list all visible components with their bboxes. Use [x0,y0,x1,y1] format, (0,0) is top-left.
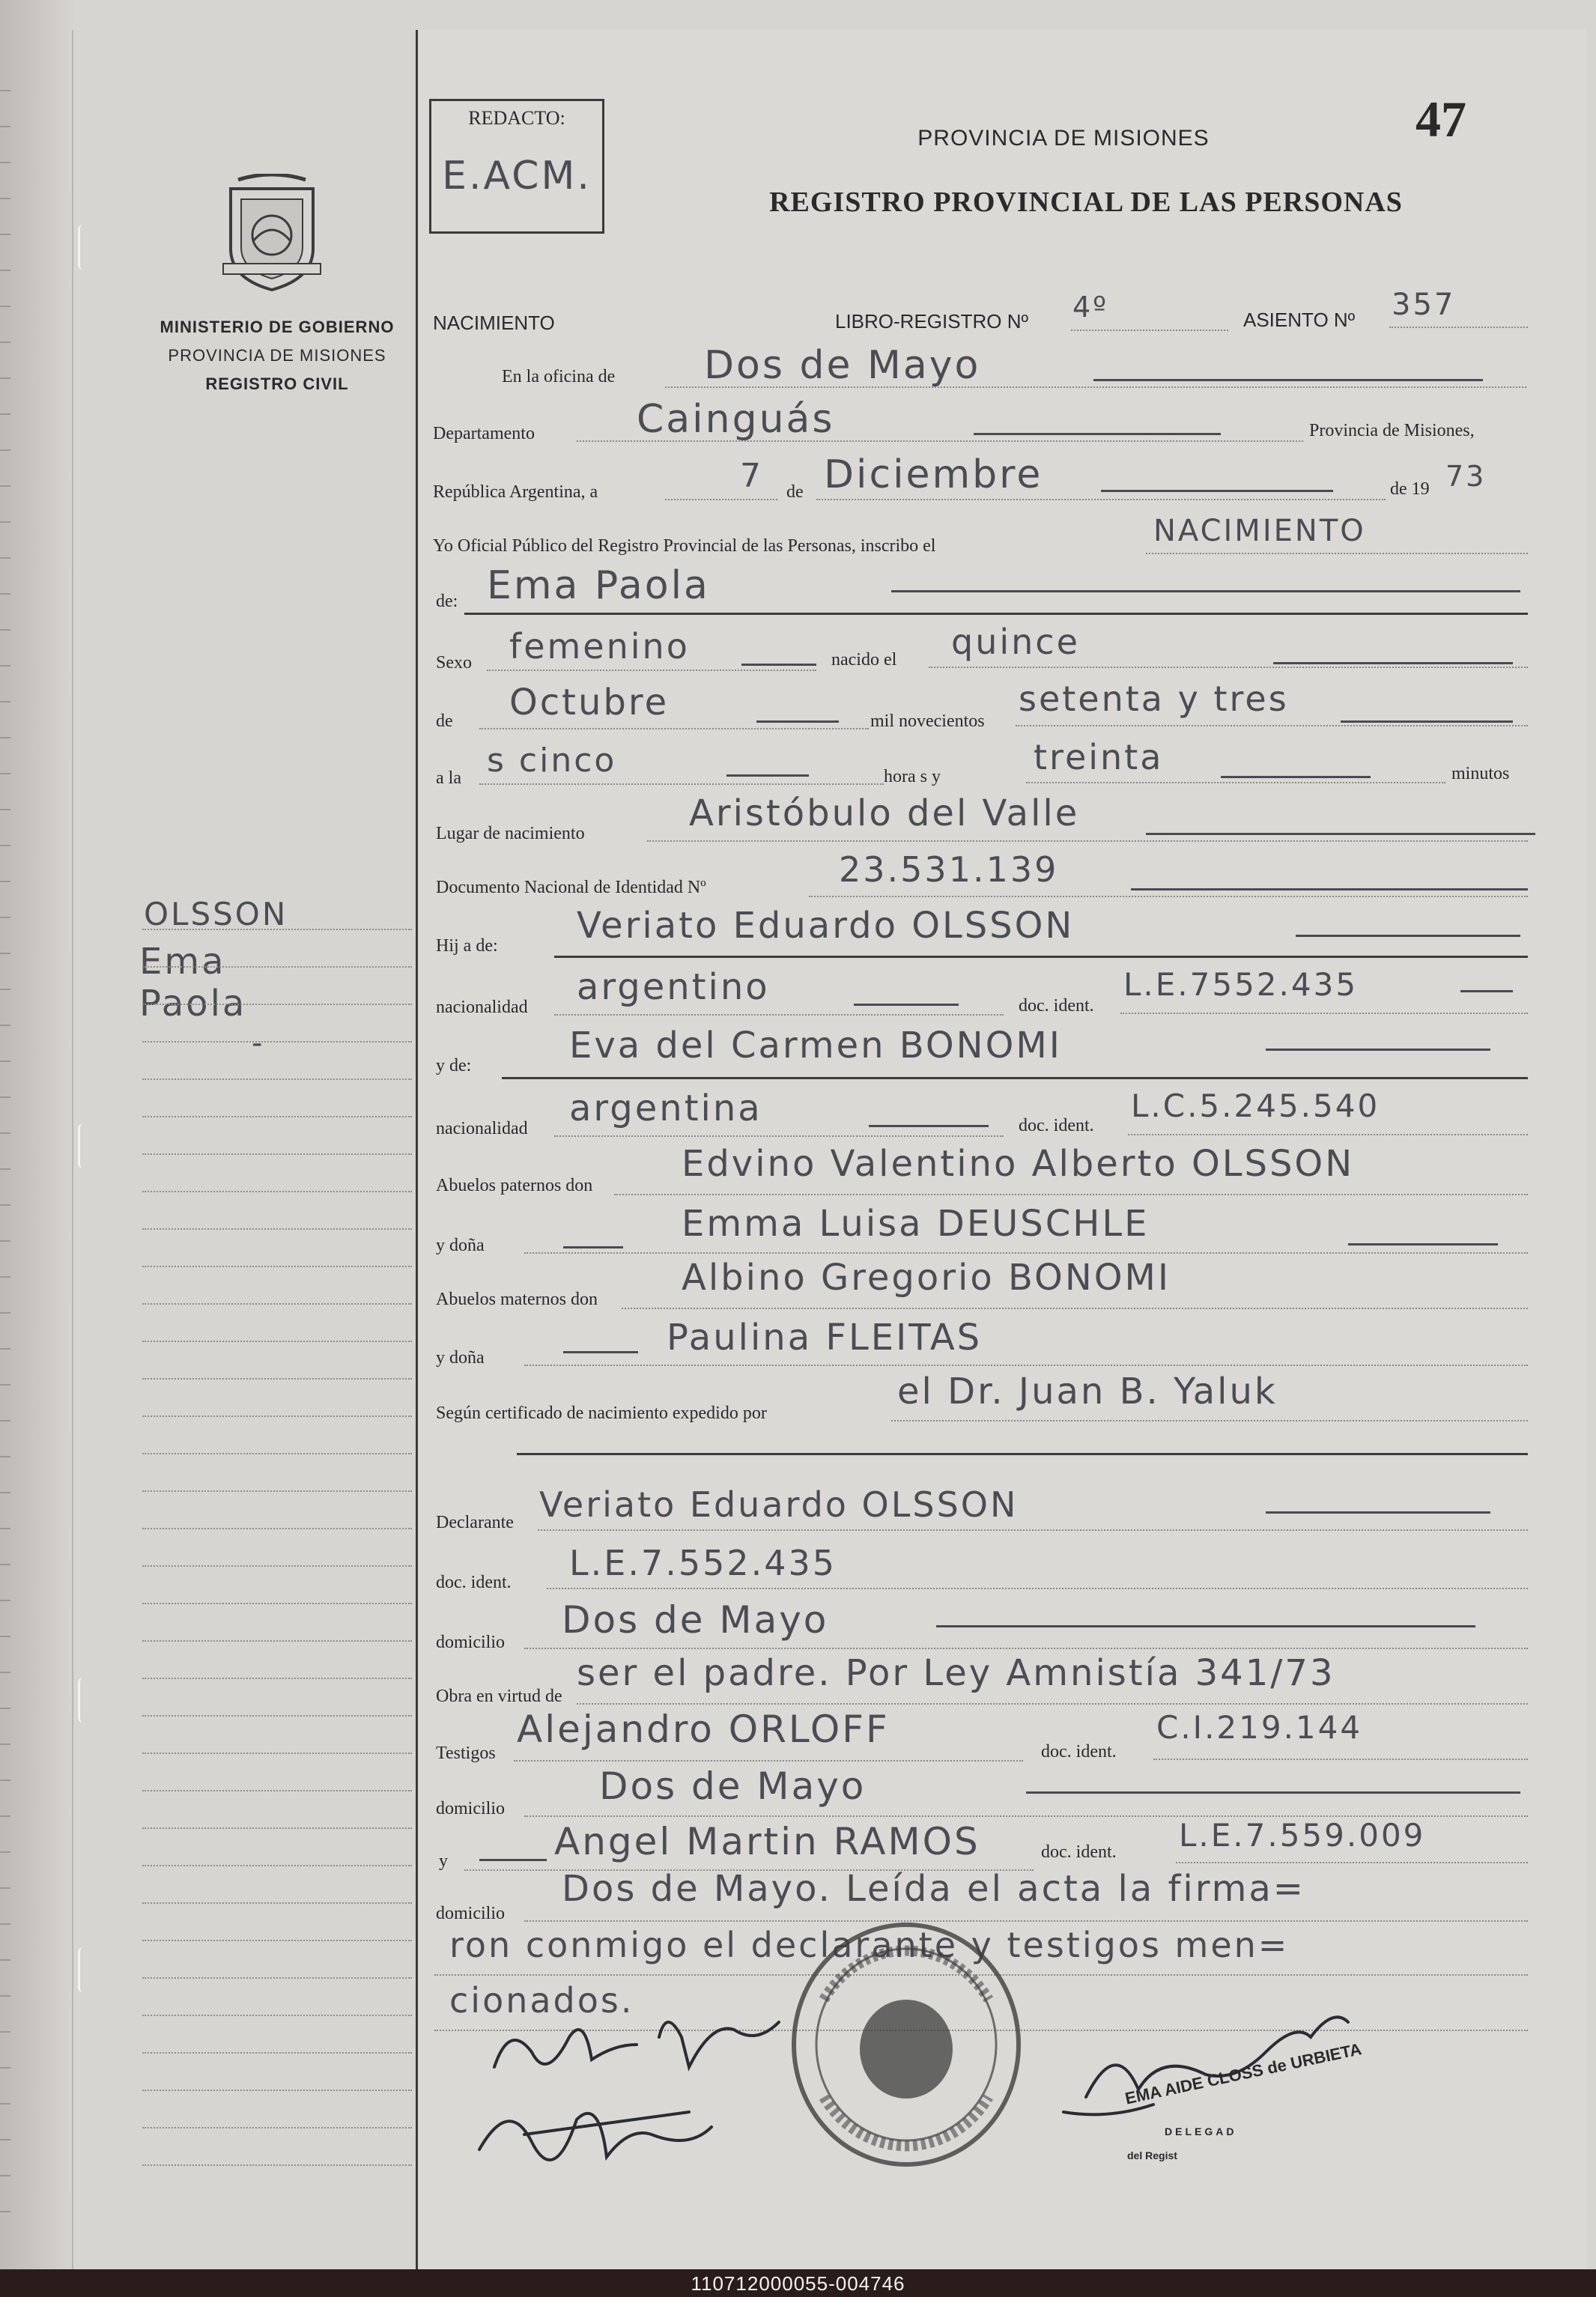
stub-tick [0,1528,10,1529]
paternal-grandfather-dots [614,1194,1528,1195]
mother-doc: L.C.5.245.540 [1131,1087,1380,1124]
certificate-label: Según certificado de nacimiento expedido por [436,1404,767,1423]
stub-tick [0,1456,10,1457]
stub-tick [0,90,10,91]
margin-ruled-line [142,1715,412,1717]
mother-doc-dots [1128,1134,1528,1135]
margin-ruled-line [142,2090,412,2091]
stub-tick [0,1600,10,1601]
stub-tick [0,1923,10,1925]
stub-edge [0,0,75,2269]
certificate-second-line [517,1453,1528,1455]
sex-dots [487,670,816,671]
name-value: Ema Paola [487,563,710,608]
department-label: Departamento [433,424,535,443]
margin-ruled-line [142,1341,412,1342]
year-label: de 19 [1390,479,1430,499]
stub-tick [0,1168,10,1170]
declarant-domicile-dots [524,1648,1528,1649]
stub-tick [0,377,10,379]
born-year-fill-dash [1341,720,1513,723]
margin-ruled-line [142,1565,412,1567]
paternal-grandmother: Emma Luisa DEUSCHLE [682,1203,1150,1245]
hour-fill-dash [726,774,809,777]
stub-tick [0,845,10,846]
act-type-label: NACIMIENTO [433,312,555,334]
stub-tick [0,1348,10,1350]
stub-tick [0,665,10,667]
sex-value: femenino [509,626,690,667]
maternal-grandmother: Paulina FLEITAS [667,1317,983,1359]
thousand-label: mil novecientos [870,711,985,731]
maternal-grandfather: Albino Gregorio BONOMI [682,1257,1171,1299]
of-label: de: [436,592,458,611]
stub-tick [0,629,10,631]
dni-dots [809,896,1528,897]
registry-title: REGISTRO PROVINCIAL DE LAS PERSONAS [769,186,1403,218]
margin-ruled-line [142,1228,412,1230]
official-title: DELEGAD [1165,2125,1237,2137]
margin-ruled-line [142,1902,412,1904]
stub-tick [0,306,10,307]
margin-ruled-line [142,1041,412,1043]
child-label: Hij a de: [436,936,498,956]
redacto-label: REDACTO: [468,107,565,129]
margin-ruled-line [142,1303,412,1305]
margin-ruled-line [142,1603,412,1604]
official-registry: del Regist [1127,2149,1177,2161]
stub-tick [0,1096,10,1098]
father-nationality-dots [554,1014,1004,1016]
margin-ruled-line [142,1753,412,1754]
paternal-grandmother-dash [1348,1243,1498,1245]
doc2-label: doc. ident. [1019,1116,1094,1135]
margin-dash: - [252,1026,265,1060]
margin-ruled-line [142,1790,412,1791]
declarant-doc: L.E.7.552.435 [569,1543,837,1583]
office-value: Dos de Mayo [704,343,981,388]
office-fill-dash [1093,379,1483,381]
witness2-domicile: Dos de Mayo. Leída el acta la firma= [562,1868,1305,1910]
born-month-fill-dash [756,720,839,723]
margin-ruled-line [142,1977,412,1979]
department-dots [577,440,1303,442]
paternal-label: Abuelos paternos don [436,1176,593,1195]
maternal-grandmother-dots [524,1365,1528,1366]
stub-tick [0,2175,10,2176]
mother-line [502,1077,1528,1079]
place-value: Aristóbulo del Valle [689,792,1080,834]
province-title: PROVINCIA DE MISIONES [917,126,1210,151]
sex-label: Sexo [436,653,472,673]
margin-ruled-line [142,2052,412,2054]
margin-ruled-line [142,929,412,930]
mother-nationality-dots [554,1135,1004,1137]
dona2-lead-dash [563,1351,638,1353]
stub-tick [0,1025,10,1026]
margin-ruled-line [142,1528,412,1529]
stub-tick [0,1636,10,1637]
binding-stitch [78,1123,88,1168]
name-line [464,613,1528,615]
stub-tick [0,2067,10,2069]
stub-tick [0,2103,10,2105]
born-day-fill-dash [1273,662,1513,664]
stub-tick [0,1276,10,1278]
paternal-grandfather: Edvino Valentino Alberto OLSSON [682,1143,1355,1185]
margin-ruled-line [142,1004,412,1005]
stub-tick [0,1240,10,1242]
mother-fill-dash [1266,1049,1490,1051]
minute-dots [1026,782,1445,783]
year-value: 73 [1445,460,1487,493]
margin-ruled-line [142,1153,412,1155]
stub-tick [0,1564,10,1565]
margin-ruled-line [142,1378,412,1380]
entry-value: 357 [1392,288,1456,322]
official-text: Yo Oficial Público del Registro Provincial de las Personas, inscribo el [433,536,936,556]
hours-label: hora s y [884,767,941,786]
stub-tick [0,126,10,127]
margin-ruled-line [142,2164,412,2166]
stub-tick [0,521,10,523]
nationality2-label: nacionalidad [436,1119,528,1138]
declarant-domicile-dash [936,1625,1475,1627]
by-virtue-dots [577,1703,1528,1705]
by-virtue-label: Obra en virtud de [436,1687,562,1706]
declarant-value: Veriato Eduardo OLSSON [539,1484,1019,1525]
stub-tick [0,1959,10,1961]
stub-tick [0,449,10,451]
margin-given-name-2: Paola [139,983,247,1025]
ministry-line3: REGISTRO CIVIL [205,374,349,393]
stub-fold [72,30,73,2269]
dona-label: y doña [436,1236,485,1255]
stub-tick [0,737,10,738]
republic-label: República Argentina, a [433,482,598,502]
entry-dots [1389,327,1528,328]
stub-tick [0,2211,10,2212]
dona2-label: y doña [436,1348,485,1368]
dni-value: 23.531.139 [839,849,1059,890]
dona-lead-dash [563,1246,623,1248]
department-fill-dash [974,433,1221,435]
book-label: LIBRO-REGISTRO Nº [835,310,1028,333]
stub-tick [0,1779,10,1781]
father-doc-dash [1460,990,1513,992]
margin-ruled-line [142,2015,412,2016]
margin-ruled-line [142,1266,412,1267]
binding-stitch [78,225,88,270]
redacto-initials: E.ACM. [442,154,592,198]
closing-line-3: cionados. [449,1980,634,2021]
by-virtue-value: ser el padre. Por Ley Amnistía 341/73 [577,1652,1335,1694]
father-nationality-dash [854,1004,959,1006]
margin-ruled-line [142,1490,412,1492]
witness1-dots [514,1760,1023,1762]
record-value: NACIMIENTO [1153,514,1366,548]
stub-tick [0,162,10,163]
signatures [464,1992,1543,2217]
witness2-doc-label: doc. ident. [1041,1842,1117,1862]
father-line [554,956,1528,958]
margin-ruled-line [142,966,412,968]
stub-tick [0,1312,10,1314]
born-day-dots [929,667,1528,668]
and-label: y [439,1851,448,1871]
margin-ruled-line [142,1940,412,1941]
minute-fill-dash [1221,776,1371,778]
stub-tick [0,953,10,954]
ministry-line2: PROVINCIA DE MISIONES [168,346,386,365]
witness1-doc: C.I.219.144 [1156,1709,1363,1746]
margin-ruled-line [142,1116,412,1117]
province-seal-icon [216,174,328,294]
stub-tick [0,809,10,810]
stub-tick [0,701,10,703]
at-label: a la [436,768,461,788]
margin-ruled-line [142,1865,412,1866]
margin-ruled-line [142,1678,412,1679]
stub-tick [0,1132,10,1134]
father-doc: L.E.7552.435 [1123,966,1359,1003]
witness2: Angel Martin RAMOS [554,1820,980,1863]
domicile2-label: domicilio [436,1799,505,1818]
witness1-doc-label: doc. ident. [1041,1742,1117,1762]
stub-tick [0,1887,10,1889]
ministry-line1: MINISTERIO DE GOBIERNO [160,318,395,336]
month-value: Diciembre [824,452,1043,497]
margin-surname: OLSSON [144,896,288,932]
official-name: EMA AIDE CLOSS de URBIETA [1123,2039,1364,2108]
father-value: Veriato Eduardo OLSSON [577,905,1075,947]
margin-given-name-1: Ema [139,941,226,983]
witness1: Alejandro ORLOFF [517,1708,890,1751]
office-dots [665,386,1526,388]
stub-tick [0,1851,10,1853]
stub-tick [0,989,10,990]
stub-tick [0,2031,10,2033]
witnesses-label: Testigos [436,1744,496,1763]
stub-tick [0,1204,10,1206]
born-month-dots [479,728,869,729]
stub-tick [0,413,10,415]
declarant-doc-dots [547,1588,1528,1589]
place-dots [647,840,1528,842]
stub-tick [0,773,10,774]
document-id: 110712000055-004746 [691,2272,905,2295]
stub-tick [0,342,10,343]
stub-tick [0,1815,10,1817]
month-dots [816,499,1386,500]
stub-tick [0,2139,10,2140]
day-dots [665,499,777,500]
stub-tick [0,917,10,918]
entry-label: ASIENTO Nº [1243,309,1356,331]
declarant-dots [538,1529,1528,1531]
dni-fill-dash [1131,888,1528,890]
declarant-label: Declarante [436,1513,514,1532]
stub-tick [0,1995,10,1997]
nationality-label: nacionalidad [436,998,528,1017]
stub-tick [0,557,10,559]
stub-tick [0,881,10,882]
born-year-dots [1016,725,1528,726]
stub-tick [0,198,10,199]
witness2-doc: L.E.7.559.009 [1179,1817,1426,1854]
book-value: 4º [1072,291,1109,324]
margin-ruled-line [142,1078,412,1080]
sex-fill-dash [741,664,816,666]
folio-number: 47 [1416,91,1466,148]
hour-dots [479,783,884,785]
stub-tick [0,593,10,595]
witness1-domicile: Dos de Mayo [599,1765,867,1808]
margin-ruled-line [142,1453,412,1454]
department-value: Cainguás [637,397,835,442]
declarant-doc-label: doc. ident. [436,1573,512,1592]
name-fill-dash [891,590,1520,592]
minute-value: treinta [1034,737,1164,777]
declarant-fill-dash [1266,1511,1490,1514]
father-nationality: argentino [577,966,770,1008]
witness1-doc-dots [1153,1759,1528,1760]
mother-nationality-dash [869,1125,989,1127]
born-label: nacido el [831,650,897,670]
minutes-label: minutos [1451,764,1510,783]
place-label: Lugar de nacimiento [436,824,585,843]
book-dots [1071,330,1228,331]
maternal-label: Abuelos maternos don [436,1290,598,1309]
witness1-domicile-dash [1026,1791,1520,1794]
doc-label: doc. ident. [1019,996,1094,1016]
redacto-box [429,99,604,234]
margin-ruled-line [142,1191,412,1192]
stub-tick [0,1420,10,1421]
stub-tick [0,234,10,235]
stub-tick [0,270,10,271]
margin-ruled-line [142,2127,412,2128]
witness2-doc-dots [1176,1862,1528,1863]
record-dots [1146,553,1528,554]
certificate-value: el Dr. Juan B. Yaluk [897,1371,1278,1413]
closing-line-2: ron conmigo el declarante y testigos men= [449,1925,1290,1965]
office-label: En la oficina de [502,367,616,386]
province-label: Provincia de Misiones, [1309,421,1475,440]
stub-tick [0,1060,10,1062]
born-month-value: Octubre [509,682,670,723]
stub-tick [0,1744,10,1745]
place-fill-dash [1146,833,1535,835]
mother-value: Eva del Carmen BONOMI [569,1025,1062,1066]
binding-stitch [78,1678,88,1723]
certificate-dots [891,1420,1528,1421]
stub-tick [0,485,10,487]
margin-ruled-line [142,1640,412,1642]
domicile3-label: domicilio [436,1904,505,1923]
stub-tick [0,1708,10,1709]
born-day-value: quince [951,622,1080,662]
maternal-grandfather-dots [622,1308,1528,1309]
de2-label: de [436,711,453,731]
stub-tick [0,1672,10,1673]
and-of-label: y de: [436,1056,472,1075]
margin-ruled-line [142,1827,412,1829]
domicile-label: domicilio [436,1633,505,1652]
dni-label: Documento Nacional de Identidad Nº [436,878,706,897]
month-fill-dash [1101,490,1333,492]
mother-nationality: argentina [569,1087,762,1129]
father-fill-dash [1296,935,1520,937]
day-value: 7 [740,457,763,495]
paternal-grandmother-dots [524,1252,1528,1254]
de-label: de [786,482,804,502]
born-year-value: setenta y tres [1019,679,1289,719]
declarant-domicile: Dos de Mayo [562,1598,829,1642]
binding-stitch [78,1947,88,1992]
margin-ruled-line [142,1415,412,1417]
father-doc-dots [1120,1013,1528,1014]
witness2-lead-dash [479,1859,547,1861]
hour-value: s cinco [487,741,617,780]
stub-tick [0,1384,10,1386]
stub-tick [0,1492,10,1493]
